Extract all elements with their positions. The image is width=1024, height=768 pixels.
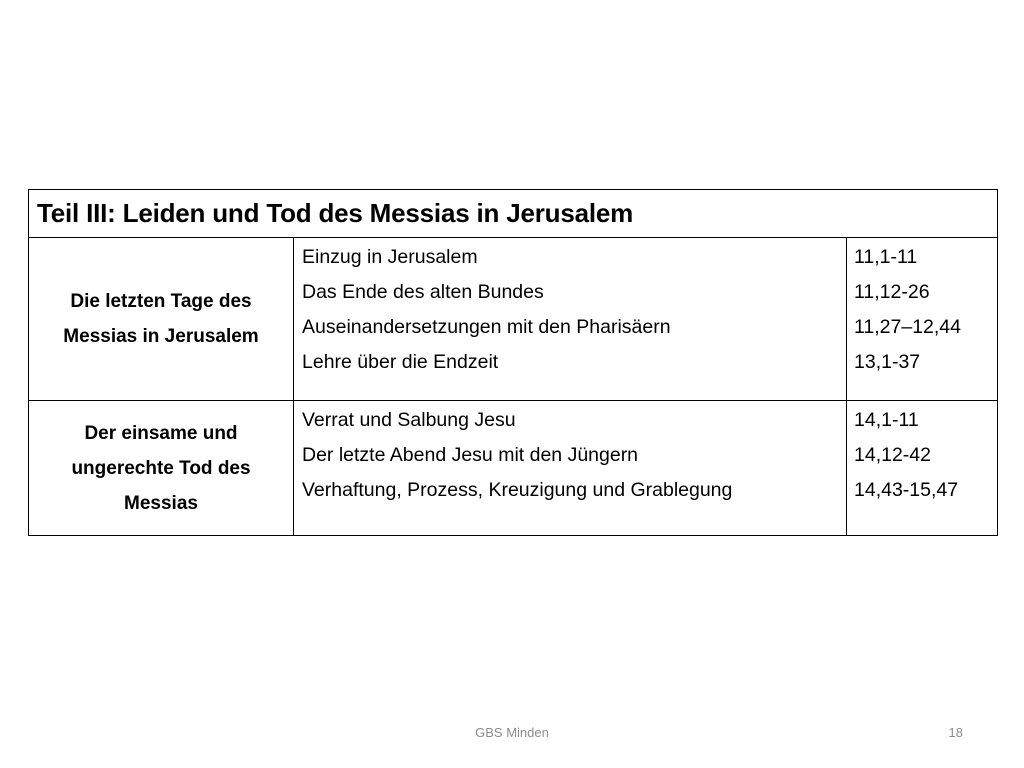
section-heading — [29, 238, 294, 401]
topic-item: Das Ende des alten Bundes — [302, 281, 544, 303]
section-topics — [294, 238, 847, 401]
topic-item: Auseinandersetzungen mit den Pharisäern — [302, 316, 671, 338]
topic-item: Der letzte Abend Jesu mit den Jüngern — [302, 444, 639, 466]
section-heading-line: ungerechte Tod des — [71, 457, 251, 479]
section-references — [847, 238, 998, 401]
section-heading-line: Der einsame und — [84, 422, 238, 444]
reference-item: 11,27–12,44 — [854, 316, 961, 338]
reference-item: 14,43-15,47 — [854, 479, 959, 501]
table-row — [29, 401, 998, 536]
topic-item: Lehre über die Endzeit — [302, 351, 499, 373]
topic-item: Verrat und Salbung Jesu — [302, 409, 516, 431]
section-heading — [29, 401, 294, 536]
reference-item: 11,1-11 — [854, 246, 918, 268]
footer-text: GBS Minden — [475, 725, 549, 740]
page-number: 18 — [948, 725, 963, 740]
table-row — [29, 238, 998, 401]
topic-item: Verhaftung, Prozess, Kreuzigung und Grablegung — [302, 479, 733, 501]
section-heading-line: Messias — [124, 492, 198, 514]
reference-item: 11,12-26 — [854, 281, 930, 303]
table-title-row — [29, 190, 998, 238]
table-title: Teil III: Leiden und Tod des Messias in Jerusalem — [29, 190, 998, 238]
reference-item: 14,1-11 — [854, 409, 919, 431]
section-heading-line: Messias in Jerusalem — [63, 326, 259, 347]
topic-item: Einzug in Jerusalem — [302, 246, 478, 268]
reference-item: 14,12-42 — [854, 444, 931, 466]
section-topics — [294, 401, 847, 536]
reference-item: 13,1-37 — [854, 351, 921, 373]
section-heading-line: Die letzten Tage des — [70, 291, 252, 312]
outline-table — [28, 189, 998, 536]
section-references — [847, 401, 998, 536]
